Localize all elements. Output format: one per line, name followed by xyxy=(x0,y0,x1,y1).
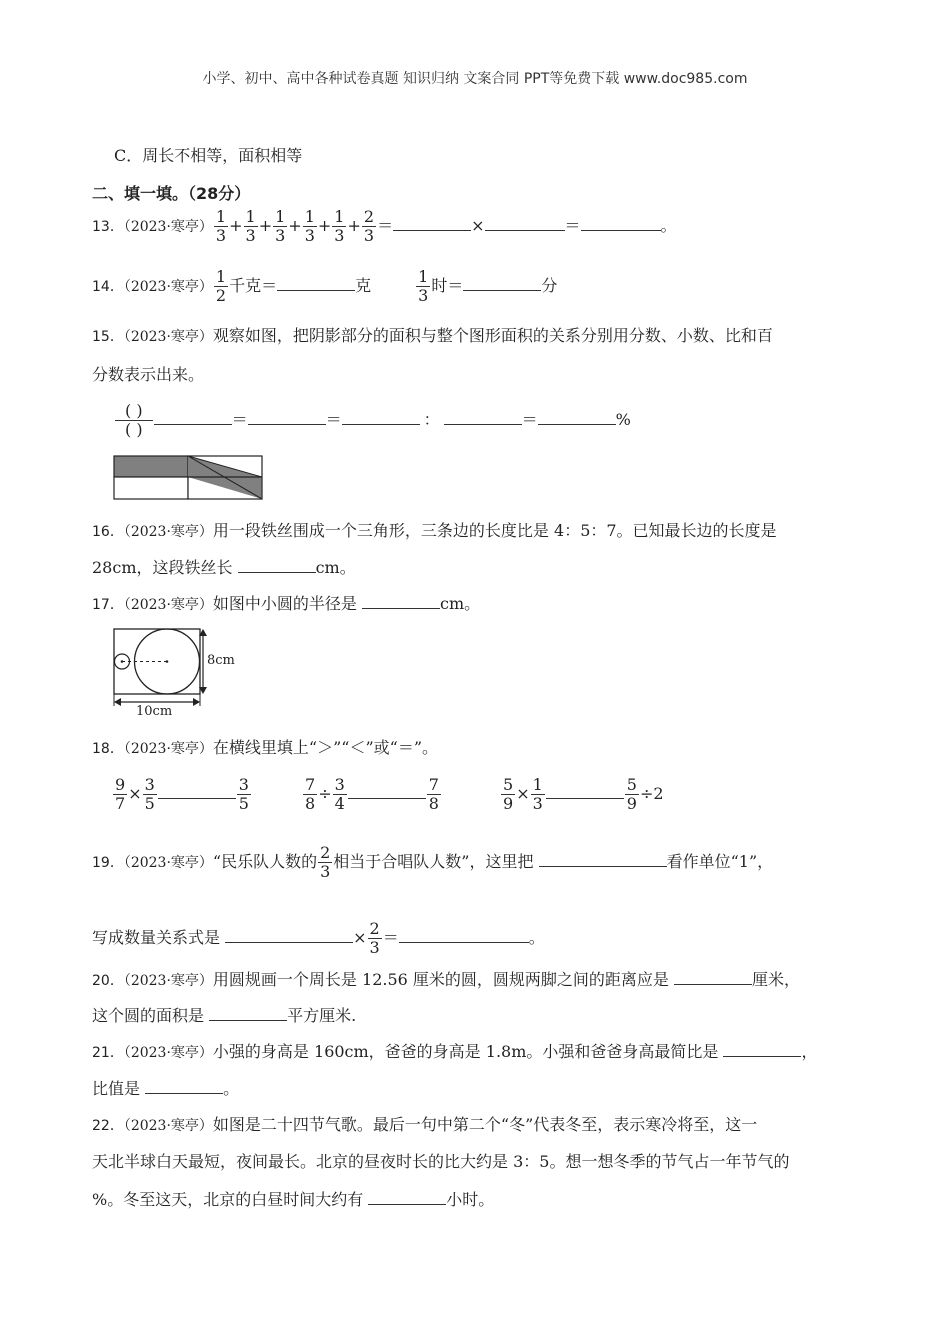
source-tag: （2023·寒亭） xyxy=(123,973,213,989)
height-label: 8cm xyxy=(207,653,235,668)
question-21-cont: 比值是 。 xyxy=(92,1079,240,1098)
question-15-answers: $\frac{( )}{( )}$ ＝ ＝ ： ＝ % xyxy=(114,402,631,439)
answer-blank[interactable] xyxy=(158,784,236,799)
question-14: 14．（2023·寒亭） $\frac{1}{2}$ 千克＝ 克 $\frac{1}{3}$ 时＝ 分 xyxy=(92,267,558,305)
fraction: $\frac{2}{3}$ xyxy=(363,207,375,245)
question-22: 22．（2023·寒亭）如图是二十四节气歌。最后一句中第二个“冬”代表冬至，表示寒冷将至，这一 xyxy=(92,1115,758,1134)
question-16: 16．（2023·寒亭）用一段铁丝围成一个三角形，三条边的长度比是 4：5：7。已知最长边的长度是 xyxy=(92,521,777,540)
question-number: 15． xyxy=(92,329,124,345)
fraction: $\frac{1}{3}$ xyxy=(215,207,227,245)
source-tag: （2023·寒亭） xyxy=(123,279,213,295)
answer-blank[interactable] xyxy=(444,410,522,425)
question-number: 16． xyxy=(92,524,124,540)
source-tag: （2023·寒亭） xyxy=(123,219,213,235)
question-number: 21． xyxy=(92,1045,124,1061)
answer-blank[interactable] xyxy=(723,1042,801,1057)
fraction: $\frac{2}{3}$ xyxy=(320,843,331,881)
answer-blank[interactable] xyxy=(368,1190,446,1205)
question-number: 13． xyxy=(92,219,124,235)
answer-blank[interactable] xyxy=(362,594,440,609)
answer-blank[interactable] xyxy=(248,410,326,425)
source-tag: （2023·寒亭） xyxy=(123,1045,213,1061)
answer-blank[interactable] xyxy=(154,410,232,425)
answer-blank[interactable] xyxy=(342,410,420,425)
answer-blank[interactable] xyxy=(581,216,661,231)
answer-blank[interactable] xyxy=(485,216,565,231)
fraction: $\frac{1}{3}$ xyxy=(275,207,286,245)
fraction-blank[interactable]: $\frac{( )}{( )}$ xyxy=(115,402,153,439)
shaded-rectangle-figure xyxy=(113,455,265,501)
answer-blank[interactable] xyxy=(393,216,471,231)
question-22-cont: 天北半球白天最短，夜间最长。北京的昼夜时长的比大约是 3：5。想一想冬季的节气占一年节气的 xyxy=(92,1152,790,1171)
comparison-b: $\frac{7}{8}$ ÷ $\frac{3}{4}$ $\frac{7}{8}$ xyxy=(305,775,439,813)
question-15-cont: 分数表示出来。 xyxy=(92,365,205,384)
question-13: 13．（2023·寒亭） $\frac{1}{3}$ + $\frac{1}{3}$ + $\frac{1}{3}$ + $\frac{1}{3}$ + $\frac{1}{3}$ + $\frac{2}{3}$ ＝ × ＝ 。 xyxy=(92,207,677,245)
option-c: C．周长不相等，面积相等 xyxy=(114,146,303,165)
answer-blank[interactable] xyxy=(538,410,616,425)
source-tag: （2023·寒亭） xyxy=(123,329,213,345)
question-number: 14． xyxy=(92,279,124,295)
comparison-a: $\frac{9}{7}$ × $\frac{3}{5}$ $\frac{3}{5}$ xyxy=(115,775,249,813)
question-19-cont: 写成数量关系式是 × $\frac{2}{3}$ ＝ 。 xyxy=(92,919,545,957)
answer-blank[interactable] xyxy=(238,558,316,573)
fraction: $\frac{1}{3}$ xyxy=(418,267,429,305)
comparison-c: $\frac{5}{9}$ × $\frac{1}{3}$ $\frac{5}{9}$ ÷2 xyxy=(503,775,664,813)
question-22-cont2: %。冬至这天，北京的白昼时间大约有 小时。 xyxy=(92,1190,495,1209)
page-header: 小学、初中、高中各种试卷真题 知识归纳 文案合同 PPT等免费下载 www.doc985.com xyxy=(202,71,748,87)
width-label: 10cm xyxy=(136,704,173,719)
answer-blank[interactable] xyxy=(348,784,426,799)
source-tag: （2023·寒亭） xyxy=(123,524,213,540)
question-19: 19．（2023·寒亭）“民乐队人数的 $\frac{2}{3}$ 相当于合唱队人数”，这里把 看作单位“1”， xyxy=(92,843,774,881)
question-20: 20．（2023·寒亭）用圆规画一个周长是 12.56 厘米的圆，圆规两脚之间的距离应是 厘米， xyxy=(92,970,801,989)
question-number: 19． xyxy=(92,855,124,871)
fraction: $\frac{2}{3}$ xyxy=(369,919,380,957)
question-17: 17．（2023·寒亭）如图中小圆的半径是 cm。 xyxy=(92,594,481,613)
fraction: $\frac{1}{3}$ xyxy=(245,207,256,245)
answer-blank[interactable] xyxy=(539,852,667,867)
question-number: 17． xyxy=(92,597,124,613)
source-tag: （2023·寒亭） xyxy=(123,1118,213,1134)
question-number: 22． xyxy=(92,1118,124,1134)
question-number: 18． xyxy=(92,741,124,757)
fraction: $\frac{1}{2}$ xyxy=(215,267,227,305)
answer-blank[interactable] xyxy=(399,928,529,943)
section-title: 二、填一填。（28分） xyxy=(92,184,251,203)
question-20-cont: 这个圆的面积是 平方厘米. xyxy=(92,1006,357,1025)
question-16-cont: 28cm，这段铁丝长 cm。 xyxy=(92,558,356,577)
answer-blank[interactable] xyxy=(225,928,353,943)
answer-blank[interactable] xyxy=(674,970,752,985)
answer-blank[interactable] xyxy=(209,1006,287,1021)
question-21: 21．（2023·寒亭）小强的身高是 160cm，爸爸的身高是 1.8m。小强和爸爸身高最简比是 ， xyxy=(92,1042,818,1061)
answer-blank[interactable] xyxy=(463,276,541,291)
answer-blank[interactable] xyxy=(145,1079,223,1094)
source-tag: （2023·寒亭） xyxy=(123,741,213,757)
answer-blank[interactable] xyxy=(546,784,624,799)
question-18: 18．（2023·寒亭）在横线里填上“＞”“＜”或“＝”。 xyxy=(92,738,439,757)
source-tag: （2023·寒亭） xyxy=(123,855,213,871)
fraction: $\frac{1}{3}$ xyxy=(304,207,315,245)
question-15: 15．（2023·寒亭）观察如图，把阴影部分的面积与整个图形面积的关系分别用分数、小数、比和百 xyxy=(92,326,773,345)
fraction: $\frac{1}{3}$ xyxy=(334,207,345,245)
answer-blank[interactable] xyxy=(277,276,355,291)
circle-rectangle-figure xyxy=(110,626,240,720)
source-tag: （2023·寒亭） xyxy=(123,597,213,613)
question-number: 20． xyxy=(92,973,124,989)
